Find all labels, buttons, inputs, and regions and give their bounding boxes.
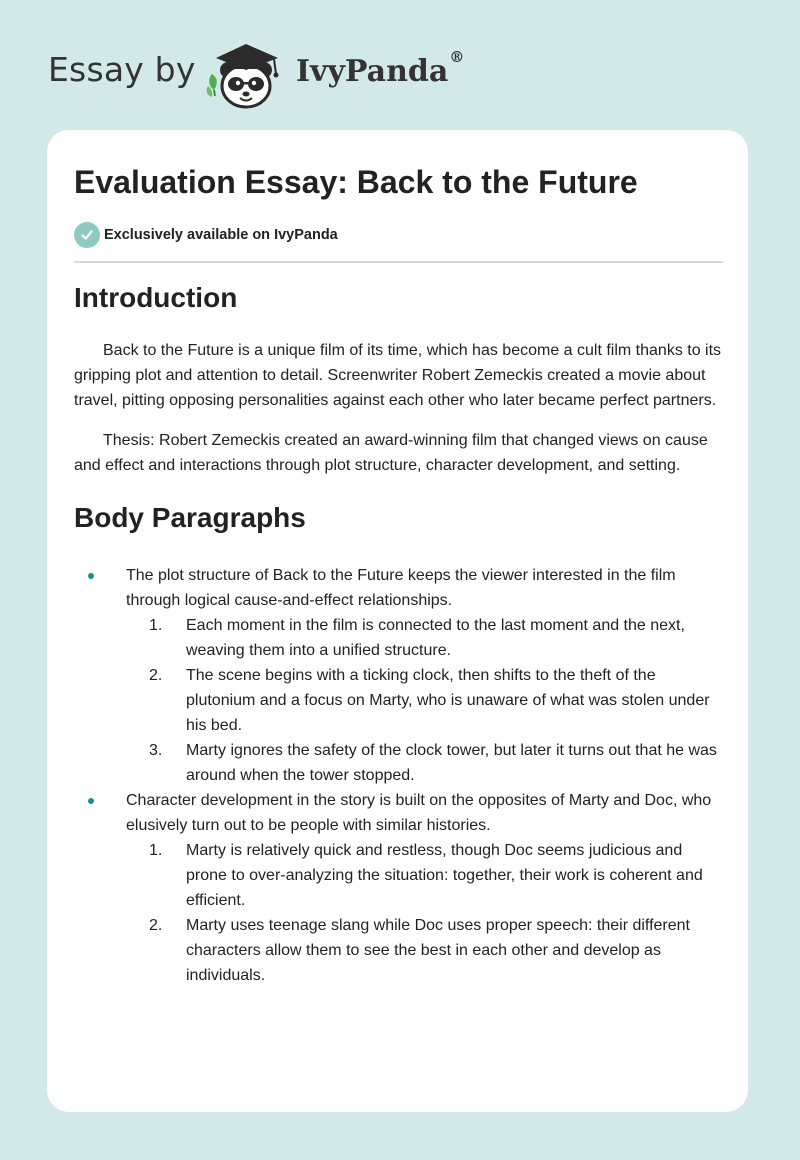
exclusive-badge (74, 222, 338, 248)
sub-list-item (126, 838, 723, 913)
sub-item-number: 3. (149, 741, 163, 759)
section-body-paragraphs (74, 503, 723, 988)
essay-card (47, 130, 748, 1112)
sub-item-text: The scene begins with a ticking clock, then shifts to the theft of the plutonium and a focus on Marty, who is unaware of what was stolen under his bed. (186, 666, 710, 734)
introduction-heading: Introduction (74, 282, 238, 313)
bullet-text: Character development in the story is built on the opposites of Marty and Doc, who elusively turn out to be people with similar histories. (126, 791, 712, 834)
sub-item-number: 2. (149, 666, 163, 684)
outline-bullet-character (74, 788, 723, 988)
sub-list-item (126, 663, 723, 738)
sub-item-text: Marty ignores the safety of the clock tower, but later it turns out that he was around when the tower stopped. (186, 741, 717, 784)
outline-bullet-plot (74, 563, 723, 788)
sub-item-text: Marty is relatively quick and restless, though Doc seems judicious and prone to over-analyzing the situation: together, their work is coherent and efficient. (186, 841, 703, 909)
sub-item-text: Each moment in the film is connected to the last moment and the next, weaving them into a unified structure. (186, 616, 685, 659)
bullet-dot-icon (88, 798, 94, 804)
sub-list (126, 613, 723, 788)
sub-list (126, 838, 723, 988)
essay-content (74, 283, 723, 988)
sub-list-item (126, 613, 723, 663)
sub-item-number: 1. (149, 616, 163, 634)
bullet-text: The plot structure of Back to the Future keeps the viewer interested in the film through logical cause-and-effect relationships. (126, 566, 676, 609)
title-divider (74, 261, 723, 263)
sub-list-item (126, 913, 723, 988)
check-circle-icon (74, 222, 100, 248)
bullet-dot-icon (88, 573, 94, 579)
panda-graduation-cap-icon (202, 36, 294, 110)
outline-list (74, 563, 723, 988)
sub-list-item (126, 738, 723, 788)
sub-item-number: 1. (149, 841, 163, 859)
brand-prefix: Essay by (48, 50, 196, 89)
sub-item-text: Marty uses teenage slang while Doc uses proper speech: their different characters allow them to see the best in each other and develop as individuals. (186, 916, 690, 984)
exclusive-text: Exclusively available on IvyPanda (104, 227, 338, 243)
brand-name (296, 48, 465, 89)
brand-header (48, 36, 508, 110)
sub-item-number: 2. (149, 916, 163, 934)
section-introduction (74, 283, 723, 478)
intro-paragraph: Back to the Future is a unique film of its time, which has become a cult film thanks to its gripping plot and attention to detail. Screenwriter Robert Zemeckis created a movie about travel, pitting opposing personalities against each other who later became perfect partners. (74, 341, 722, 409)
body-paragraphs-heading: Body Paragraphs (74, 501, 306, 533)
essay-title: Evaluation Essay: Back to the Future (74, 164, 638, 200)
thesis-paragraph: Thesis: Robert Zemeckis created an award-winning film that changed views on cause and effect and interactions through plot structure, character development, and setting. (74, 431, 708, 474)
brand-name-text: IvyPanda (296, 54, 449, 89)
registered-mark: ® (449, 48, 465, 66)
